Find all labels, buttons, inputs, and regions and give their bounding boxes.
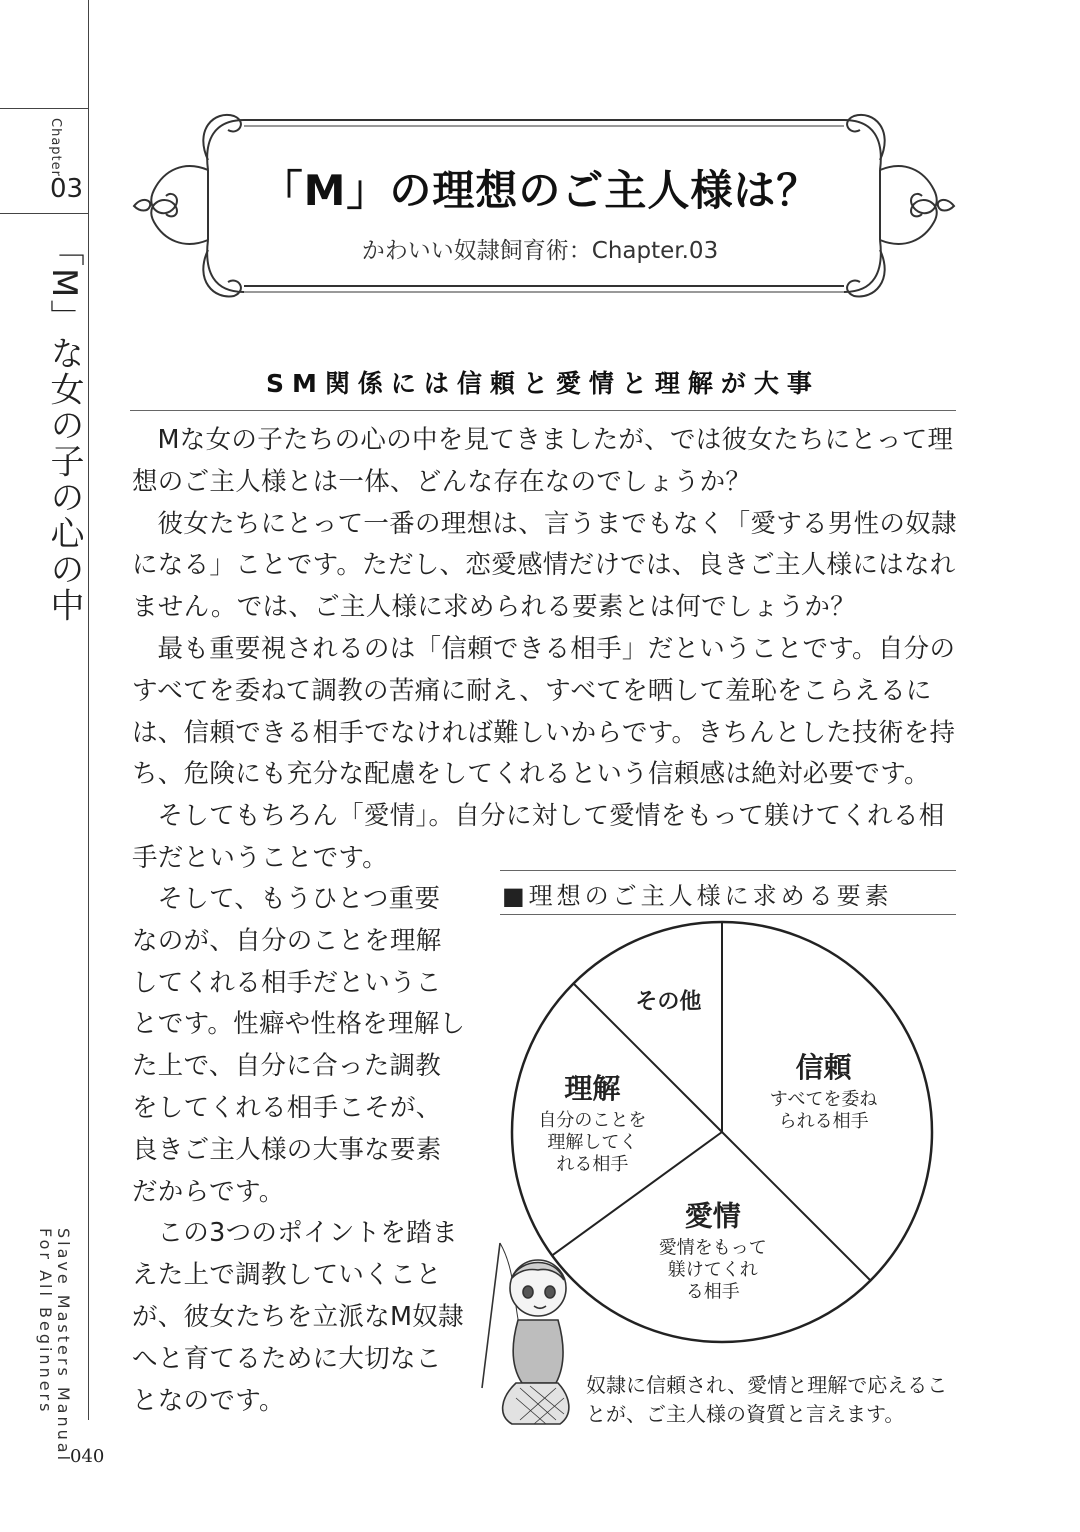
sidebar-english-title [36,1228,72,1463]
sidebar-chapter-title: 「M」な女の子の心の中 [44,232,84,624]
pie-slice-description: すべてを委ね [769,1088,878,1110]
body-paragraph: 彼女たちにとって一番の理想は、言うまでもなく「愛する男性の奴隷になる」ことです。ただし、恋愛感情だけでは、良きご主人様にはなれません。では、ご主人様に求められる要素とは何でしょうか？ [132,508,957,623]
body-text [132,420,958,880]
character-illustration [460,1238,590,1428]
sidebar-divider [88,0,89,1420]
body-paragraph: この3つのポイントを踏まえた上で調教していくことが、彼女たちを立派なM奴隷へと育てるために大切なことなのです。 [132,1218,464,1416]
pie-slice-description: られる相手 [778,1110,869,1132]
body-paragraph: Mな女の子たちの心の中を見てきましたが、では彼女たちにとって理想のご主人様とは一体、どんな存在なのでしょうか？ [132,425,954,497]
left-column-text [132,879,466,1422]
english-title-line2: For All Beginners [36,1228,55,1415]
page-subtitle: かわいい奴隷飼育術：Chapter.03 [361,238,719,264]
chart-rule-bottom [500,914,956,915]
section-heading: SM関係には信頼と愛情と理解が大事 [266,369,820,398]
body-paragraph: そして、もうひとつ重要なのが、自分のことを理解してくれる相手だということです。性癖や性格を理解した上で、自分に合った調教をしてくれる相手こそが、良きご主人様の大事な要素だからです。 [132,884,466,1207]
pie-slice-description: れる相手 [556,1153,629,1175]
chapter-label: Chapter [48,118,63,177]
section-divider [130,410,956,411]
pie-slice-label: 信頼 [795,1050,852,1084]
pie-slice-description: 躾けてくれ [667,1259,758,1281]
chart-rule-top [500,870,956,871]
chapter-number: 03 [50,174,84,204]
pie-slice-description: 理解してく [547,1131,638,1153]
english-title-line1: Slave Masters Manual [54,1228,73,1464]
pie-slice-description: 愛情をもって [658,1237,767,1259]
body-paragraph: そしてもちろん「愛情」。自分に対して愛情をもって躾けてくれる相手だということです。 [132,801,945,873]
chapter-rule-top [0,108,88,109]
pie-slice-description: 自分のことを [538,1109,647,1131]
chart-title: ■理想のご主人様に求める要素 [502,882,893,910]
chart-caption: 奴隷に信頼され、愛情と理解で応えることが、ご主人様の資質と言えます。 [586,1373,948,1426]
pie-slice-label: 愛情 [684,1199,741,1233]
body-paragraph: 最も重要視されるのは「信頼できる相手」だということです。自分のすべてを委ねて調教の苦痛に耐え、すべてを晒して羞恥をこらえるには、信頼できる相手でなければ難しいからです。きちんとした技術を持ち、危険にも充分な配慮をしてくれるという信頼感は絶対必要です。 [132,633,956,790]
page-title: 「M」の理想のご主人様は？ [260,166,820,215]
pie-slice-label: 理解 [564,1071,621,1105]
page-number: 040 [70,1446,105,1467]
pie-slice-description: る相手 [685,1281,740,1303]
chapter-rule-bottom [0,213,88,214]
pie-slice-label: その他 [635,989,702,1015]
